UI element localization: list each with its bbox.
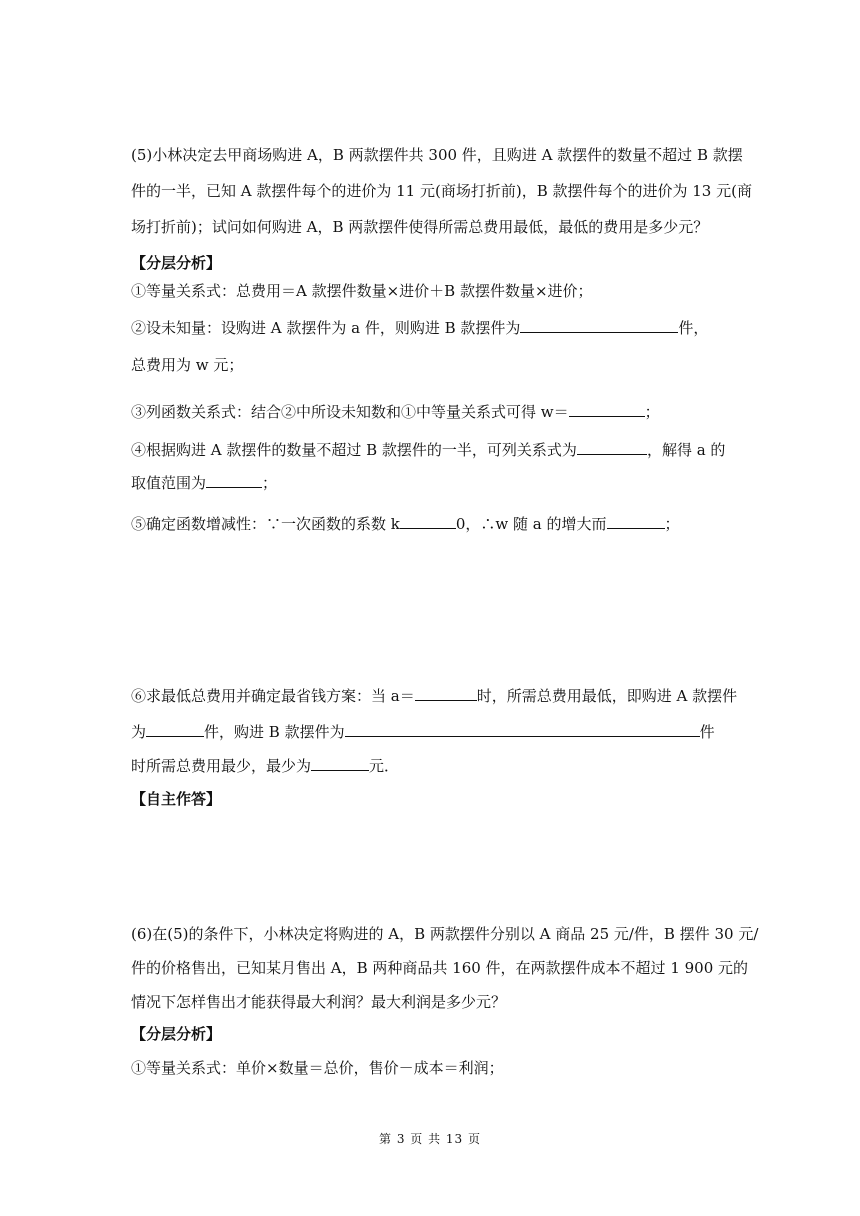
q5-step5-text-before: ⑤确定函数增减性：∵一次函数的系数 k: [131, 515, 400, 533]
q5-step2-text-after: 件，: [678, 319, 709, 337]
answer-blank[interactable]: [146, 721, 204, 737]
q6-stem-line-2: 件的价格售出，已知某月售出 A，B 两种商品共 160 件，在两款摆件成本不超过 1 900 元的: [131, 959, 749, 977]
q5-step4-text-after: ，解得 a 的: [646, 441, 726, 459]
q6-analysis-heading: 【分层分析】: [131, 1025, 222, 1043]
q5-step6-line2: [131, 721, 715, 742]
answer-blank[interactable]: [206, 472, 262, 488]
q5-step5-text-after: ；: [664, 515, 680, 533]
answer-blank[interactable]: [607, 513, 665, 529]
answer-blank[interactable]: [577, 439, 647, 455]
answer-blank[interactable]: [520, 317, 678, 333]
q6-stem-line-1: (6)在(5)的条件下，小林决定将购进的 A，B 两款摆件分别以 A 商品 25 元/件，B 摆件 30 元/: [131, 925, 759, 943]
q5-step6-text-before: ⑥求最低总费用并确定最省钱方案：当 a＝: [131, 687, 415, 705]
answer-blank[interactable]: [400, 513, 456, 529]
answer-blank[interactable]: [311, 755, 369, 771]
page-footer: 第 3 页 共 13 页: [379, 1132, 481, 1146]
q5-step2-line2: 总费用为 w 元；: [131, 356, 244, 374]
q5-step3-text-after: ；: [644, 403, 660, 421]
q5-step6b-text-before: 为: [131, 723, 147, 741]
q5-analysis-heading: 【分层分析】: [131, 254, 222, 272]
q5-step4b-text-before: 取值范围为: [131, 474, 207, 492]
q5-step4-line1: [131, 439, 725, 460]
q5-step4-text-before: ④根据购进 A 款摆件的数量不超过 B 款摆件的一半，可列关系式为: [131, 441, 577, 459]
answer-blank[interactable]: [415, 685, 477, 701]
q5-step3-text-before: ③列函数关系式：结合②中所设未知数和①中等量关系式可得 w＝: [131, 403, 569, 421]
q5-step2-line1: [131, 317, 708, 338]
q5-step6b-text-mid: 件，购进 B 款摆件为: [204, 723, 345, 741]
q5-step3: [131, 401, 660, 422]
q5-step4b-text-after: ；: [262, 474, 278, 492]
q6-step1: ①等量关系式：单价×数量＝总价，售价－成本＝利润；: [131, 1059, 504, 1077]
q5-step4-line2: [131, 472, 277, 493]
q5-step1: ①等量关系式：总费用＝A 款摆件数量×进价＋B 款摆件数量×进价；: [131, 282, 593, 300]
q5-step6-text-after: 时，所需总费用最低，即购进 A 款摆件: [476, 687, 738, 705]
q5-answer-heading: 【自主作答】: [131, 790, 222, 808]
answer-blank[interactable]: [569, 401, 645, 417]
q5-step5-text-mid: 0，∴w 随 a 的增大而: [455, 515, 607, 533]
q5-step5: [131, 513, 680, 534]
q6-stem-line-3: 情况下怎样售出才能获得最大利润？最大利润是多少元？: [131, 993, 507, 1011]
q5-step6c-text-after: 元．: [369, 757, 400, 775]
q5-step6-line3: [131, 755, 399, 776]
q5-step2-text-before: ②设未知量：设购进 A 款摆件为 a 件，则购进 B 款摆件为: [131, 319, 521, 337]
answer-blank[interactable]: [345, 721, 700, 737]
q5-stem-line-1: (5)小林决定去甲商场购进 A，B 两款摆件共 300 件，且购进 A 款摆件的数量不超过 B 款摆: [131, 146, 743, 164]
q5-stem-line-2: 件的一半，已知 A 款摆件每个的进价为 11 元(商场打折前)，B 款摆件每个的进价为 13 元(商: [131, 182, 752, 200]
q5-stem-line-3: 场打折前)；试问如何购进 A，B 两款摆件使得所需总费用最低，最低的费用是多少元？: [131, 218, 709, 236]
q5-step6b-text-after: 件: [699, 723, 715, 741]
q5-step6-line1: [131, 685, 737, 706]
q5-step6c-text-before: 时所需总费用最少，最少为: [131, 757, 312, 775]
